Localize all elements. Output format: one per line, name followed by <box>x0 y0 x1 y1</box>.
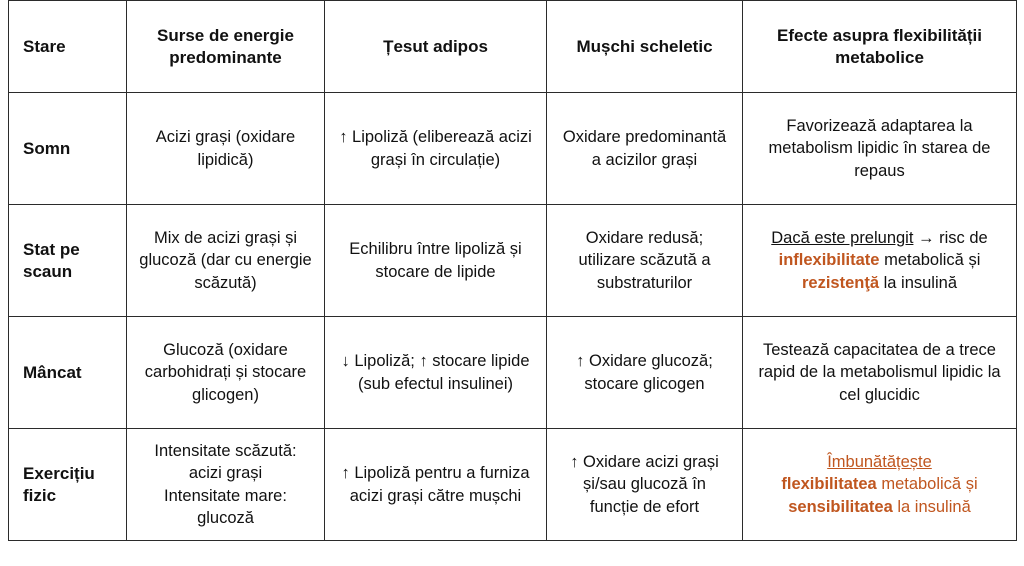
cell-muscle-sleep: Oxidare predominantă a acizilor grași <box>547 93 743 205</box>
column-header-skeletal-muscle: Mușchi scheletic <box>547 1 743 93</box>
cell-muscle-exercise: ↑ Oxidare acizi grași și/sau glucoză în funcție de efort <box>547 429 743 541</box>
row-state-exercise: Exercițiu fizic <box>9 429 127 541</box>
row-state-fed: Mâncat <box>9 317 127 429</box>
cell-effects-sitting <box>743 205 1017 317</box>
table-row <box>9 317 1017 429</box>
table-header-row <box>9 1 1017 93</box>
table-header <box>9 1 1017 93</box>
effects-exercise-accent-2: sensibilitatea <box>788 497 893 516</box>
cell-energy-sitting: Mix de acizi grași și glucoză (dar cu energie scăzută) <box>127 205 325 317</box>
table-body <box>9 93 1017 541</box>
energy-exercise-line-2: acizi grași <box>188 464 263 483</box>
cell-energy-fed: Glucoză (oxidare carbohidrați și stocare glicogen) <box>127 317 325 429</box>
effects-exercise-accent-1: flexibilitatea <box>781 475 877 494</box>
energy-exercise-line-3: Intensitate mare: <box>164 486 287 505</box>
column-header-adipose-tissue: Țesut adipos <box>325 1 547 93</box>
column-header-metabolic-flexibility-effects: Efecte asupra flexibilității metabolice <box>743 1 1017 93</box>
column-header-energy-sources: Surse de energie predominante <box>127 1 325 93</box>
effects-exercise-text-2: la insulină <box>892 497 971 516</box>
effects-sitting-text-3: la insulină <box>879 273 957 292</box>
cell-adipose-sitting: Echilibru între lipoliză și stocare de lipide <box>325 205 547 317</box>
effects-exercise-text-1: metabolică și <box>876 475 978 494</box>
cell-muscle-fed: ↑ Oxidare glucoză; stocare glicogen <box>547 317 743 429</box>
effects-sitting-underlined: Dacă este prelungit <box>771 229 914 248</box>
cell-muscle-sitting: Oxidare redusă; utilizare scăzută a substraturilor <box>547 205 743 317</box>
effects-sitting-text-1: → risc de <box>913 229 988 248</box>
cell-energy-exercise <box>127 429 325 541</box>
cell-energy-sleep: Acizi grași (oxidare lipidică) <box>127 93 325 205</box>
metabolic-flexibility-table <box>8 0 1017 541</box>
cell-adipose-sleep: ↑ Lipoliză (eliberează acizi grași în circulație) <box>325 93 547 205</box>
energy-exercise-line-1: Intensitate scăzută: <box>154 441 297 460</box>
table-row <box>9 429 1017 541</box>
column-header-state: Stare <box>9 1 127 93</box>
effects-sitting-text-2: metabolică și <box>879 251 981 270</box>
effects-exercise-accent-underlined: Îmbunătățește <box>827 453 932 472</box>
table-row <box>9 205 1017 317</box>
table-row <box>9 93 1017 205</box>
energy-exercise-line-4: glucoză <box>197 508 254 527</box>
effects-sitting-accent-2: rezistenţă <box>802 273 880 292</box>
effects-sitting-accent-1: inflexibilitate <box>778 251 880 270</box>
row-state-sleep: Somn <box>9 93 127 205</box>
cell-effects-fed: Testează capacitatea de a trece rapid de la metabolismul lipidic la cel glucidic <box>743 317 1017 429</box>
cell-adipose-exercise: ↑ Lipoliză pentru a furniza acizi grași către mușchi <box>325 429 547 541</box>
cell-effects-exercise <box>743 429 1017 541</box>
cell-effects-sleep: Favorizează adaptarea la metabolism lipidic în starea de repaus <box>743 93 1017 205</box>
cell-adipose-fed: ↓ Lipoliză; ↑ stocare lipide (sub efectul insulinei) <box>325 317 547 429</box>
row-state-sitting: Stat pe scaun <box>9 205 127 317</box>
